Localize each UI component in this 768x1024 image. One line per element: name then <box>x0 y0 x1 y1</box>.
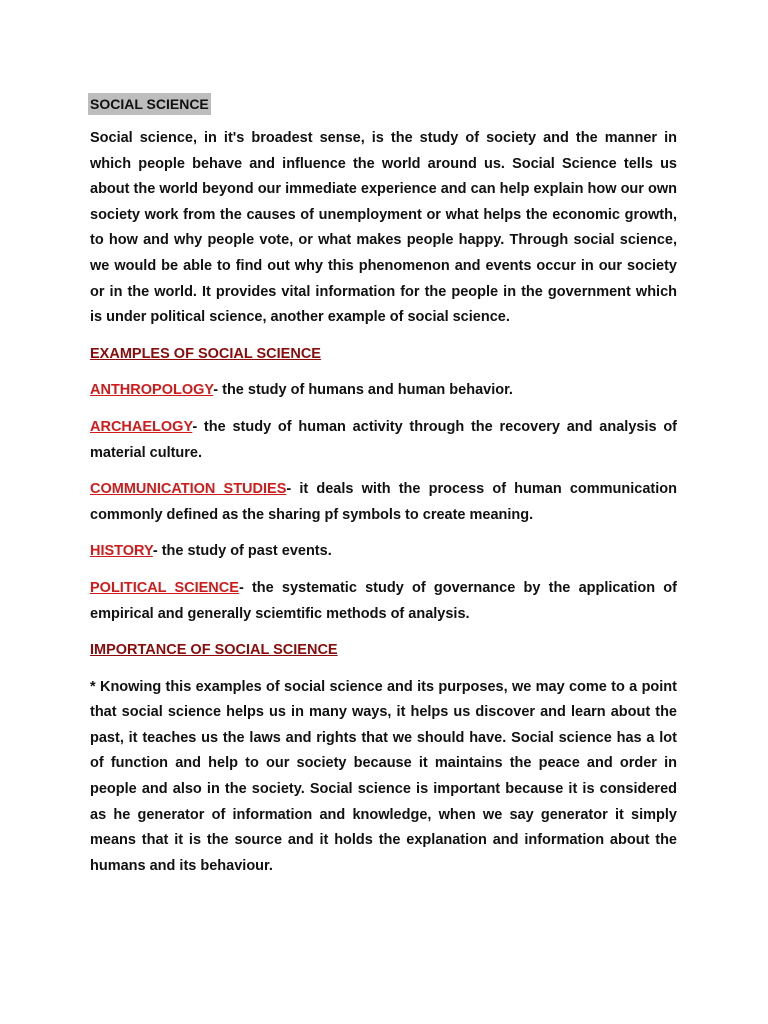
example-definition: - the systematic study of governance by the application of empirical and generally sciemtific methods of analysis. <box>90 579 677 622</box>
example-history <box>90 539 677 565</box>
example-term: POLITICAL SCIENCE <box>90 579 239 596</box>
example-political-science <box>90 576 677 627</box>
examples-heading: EXAMPLES OF SOCIAL SCIENCE <box>90 345 321 362</box>
example-definition: - the study of past events. <box>152 543 332 560</box>
example-anthropology <box>90 378 677 404</box>
example-term: COMMUNICATION STUDIES <box>90 481 287 498</box>
document-title: SOCIAL SCIENCE <box>88 93 211 115</box>
importance-heading: IMPORTANCE OF SOCIAL SCIENCE <box>90 642 338 659</box>
example-communication-studies <box>90 477 677 528</box>
intro-paragraph: Social science, in it's broadest sense, is the study of society and the manner in which people behave and influence the world around us. Social Science tells us about the world beyond our immediate experience and can help explain how our own society work from the causes of unemployment or what helps the economic growth, to how and why people vote, or what makes people happy. Through social science, we would be able to find out why this phenomenon and events occur in our society or in the world. It provides vital information for the people in the government which is under political science, another example of social science. <box>90 130 677 326</box>
example-definition: - the study of human activity through the recovery and analysis of material culture. <box>90 418 677 461</box>
example-definition: - the study of humans and human behavior. <box>213 382 513 399</box>
example-term: ANTHROPOLOGY <box>90 382 214 399</box>
importance-paragraph: * Knowing this examples of social science and its purposes, we may come to a point that social science helps us in many ways, it helps us discover and learn about the past, it teaches us the laws and rights that we should have. Social science has a lot of function and help to our society because it maintains the peace and order in people and also in the society. Social science is important because it is considered as he generator of information and knowledge, when we say generator it simply means that it is the source and it holds the explanation and information about the humans and its behaviour. <box>90 678 677 874</box>
example-term: HISTORY <box>90 543 153 560</box>
document-page <box>90 93 677 879</box>
example-archaelogy <box>90 415 677 466</box>
example-definition: - it deals with the process of human communication commonly defined as the sharing pf symbols to create meaning. <box>90 481 677 523</box>
example-term: ARCHAELOGY <box>90 418 193 435</box>
